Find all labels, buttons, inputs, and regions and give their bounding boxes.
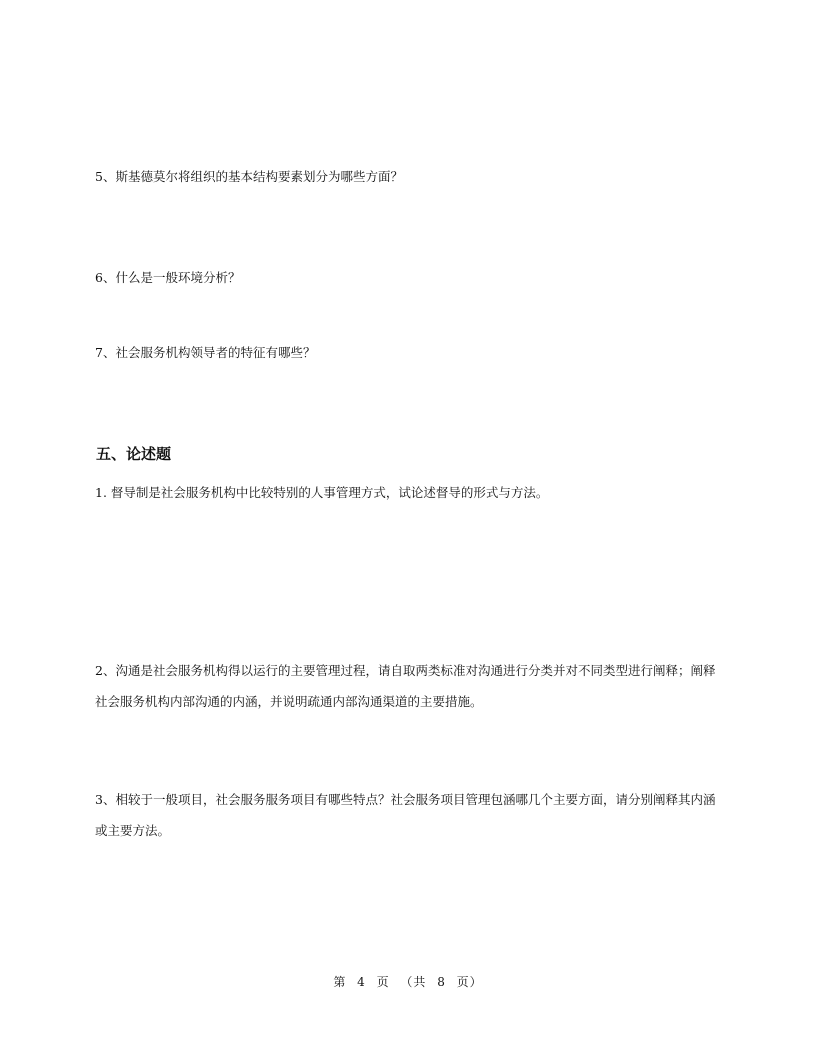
essay-question-3: 3、相较于一般项目，社会服务服务项目有哪些特点？社会服务项目管理包涵哪几个主要方面，请分别阐释其内涵或主要方法。 <box>95 792 716 838</box>
page-number: 第 4 页 （共 8 页） <box>333 975 483 989</box>
question-5: 5、斯基德莫尔将组织的基本结构要素划分为哪些方面？ <box>95 169 403 184</box>
question-7: 7、社会服务机构领导者的特征有哪些？ <box>95 345 316 360</box>
section-title-essay: 五、论述题 <box>96 445 172 463</box>
question-6: 6、什么是一般环境分析？ <box>95 270 241 285</box>
essay-question-1: 1. 督导制是社会服务机构中比较特别的人事管理方式，试论述督导的形式与方法。 <box>95 485 549 500</box>
essay-question-2: 2、沟通是社会服务机构得以运行的主要管理过程，请自取两类标准对沟通进行分类并对不同类型进行阐释；阐释社会服务机构内部沟通的内涵，并说明疏通内部沟通渠道的主要措施。 <box>95 663 716 709</box>
